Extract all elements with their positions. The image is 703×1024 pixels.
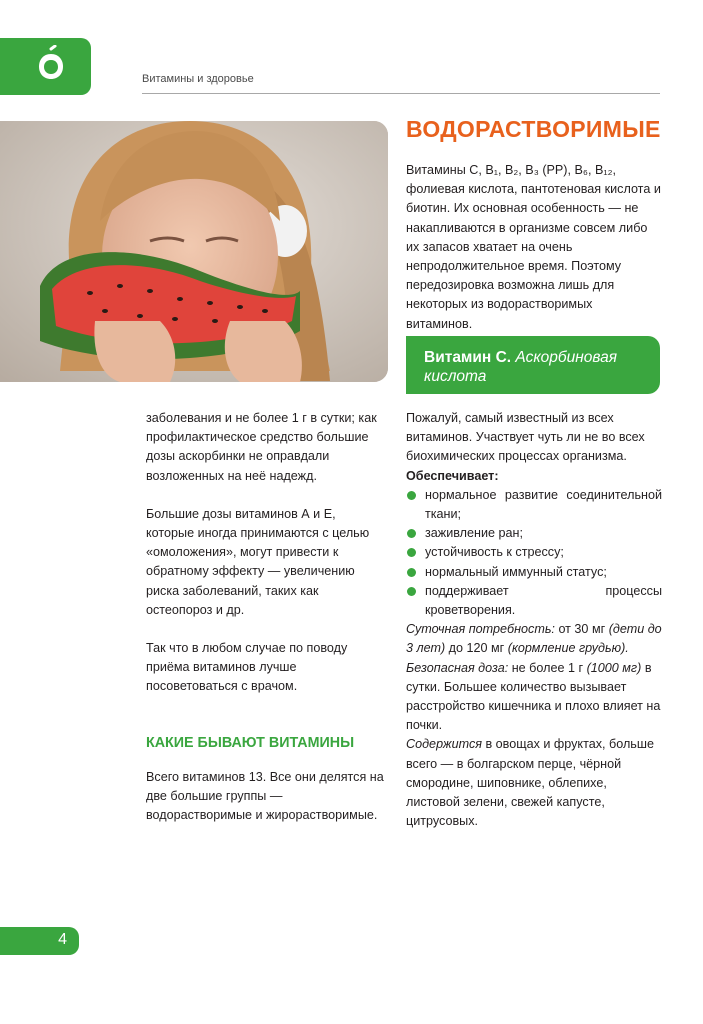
kinds-title: КАКИЕ БЫВАЮТ ВИТАМИНЫ (146, 735, 355, 751)
list-item: нормальное развитие соединительной ткани; (406, 486, 662, 524)
left-para-2: Большие дозы витаминов А и Е, которые иногда принимаются с целью «омоложения», могут привести к обратному эффекту — увеличению риска заболеваний, таких как остеопороз и др. (146, 506, 370, 617)
provides-list (406, 486, 662, 620)
logo-tab (0, 38, 91, 95)
vitamin-c-name: Витамин С. (424, 349, 512, 366)
photo-girl-eating-watermelon (0, 121, 388, 382)
contains: Содержится в овощах и фруктах, больше всего — в болгарском перце, чёрной смородине, шиповнике, облепихе, листовой зелени, свежей капусте, цитрусовых. (406, 737, 654, 829)
left-para-1: заболевания и не более 1 г в сутки; как профилактическое средство большие дозы аскорбинки не оправдали возложенных на неё надежд. (146, 411, 377, 483)
page-number: 4 (58, 931, 67, 948)
bullet-dot-icon (407, 548, 416, 557)
bullet-dot-icon (407, 568, 416, 577)
list-item: поддерживает процессы кроветворения. (406, 582, 662, 620)
bullet-dot-icon (407, 491, 416, 500)
water-soluble-intro: Витамины С, B₁, B₂, B₃ (PP), B₆, B₁₂, фолиевая кислота, пантотеновая кислота и биотин. Их основная особенность — не накапливаются в организме совсем либо их запасов хватает на очень непродолжительное время. Поэтому передозировка возможна лишь для некоторых из водорастворимых витаминов. (406, 163, 661, 331)
left-column (146, 409, 386, 716)
kinds-text: Всего витаминов 13. Все они делятся на две большие группы — водорастворимые и жирорастворимые. (146, 770, 384, 823)
list-item: устойчивость к стрессу; (406, 543, 662, 562)
vitamin-c-header (406, 336, 660, 394)
page-number-tab (0, 927, 79, 955)
vitamin-c-details (406, 409, 662, 831)
list-item: нормальный иммунный статус; (406, 563, 662, 582)
running-header: Витамины и здоровье (142, 73, 254, 85)
bullet-dot-icon (407, 587, 416, 596)
vitamin-c-subtitle: Аскорбиновая кислота (424, 349, 618, 385)
vitamin-c-intro: Пожалуй, самый известный из всех витаминов. Участвует чуть ли не во всех биохимических процессах организма. (406, 411, 645, 464)
header-divider (142, 93, 660, 94)
apple-logo-icon (38, 45, 64, 83)
bullet-dot-icon (407, 529, 416, 538)
list-item: заживление ран; (406, 524, 662, 543)
safe-dose: Безопасная доза: не более 1 г (1000 мг) в сутки. Большее количество вызывает расстройство кишечника и плохо влияет на почки. (406, 660, 661, 733)
daily-requirement: Суточная потребность: от 30 мг (дети до 3 лет) до 120 мг (кормление грудью). (406, 622, 662, 656)
water-soluble-title: ВОДОРАСТВОРИМЫЕ (406, 116, 661, 142)
left-para-3: Так что в любом случае по поводу приёма витаминов лучше посоветоваться с врачом. (146, 641, 348, 694)
provides-label: Обеспечивает: (406, 468, 499, 483)
